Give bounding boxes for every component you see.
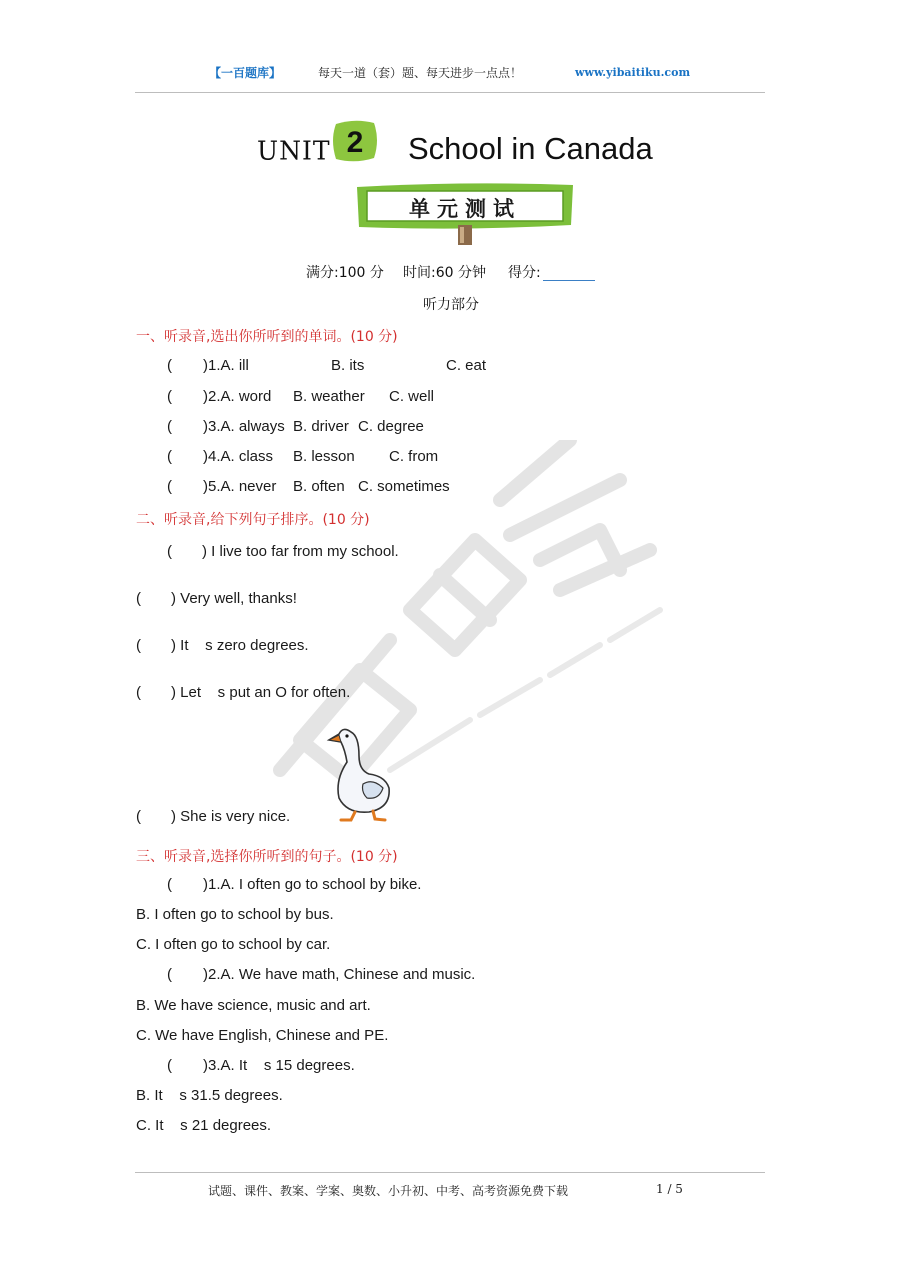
s3-q2-option-c: C. We have English, Chinese and PE.	[136, 1027, 389, 1044]
s1-q2-option-b: B. weather	[293, 388, 365, 405]
s1-q3-option-b: B. driver	[293, 418, 349, 435]
s1-q1-paren[interactable]: (	[167, 357, 172, 374]
s1-q1-option-c: C. eat	[446, 357, 487, 374]
score-blank[interactable]	[543, 280, 595, 281]
s1-q4-option-b: B. lesson	[293, 448, 355, 465]
s1-q2-option-c: C. well	[389, 388, 435, 405]
section2-title: 二、听录音,给下列句子排序。(10 分)	[136, 512, 370, 528]
s1-q2-option-a: )2.A. word	[203, 388, 272, 405]
s1-q5-paren[interactable]: (	[167, 478, 172, 495]
s2-item1-paren[interactable]: (	[167, 543, 172, 560]
s3-q2-option-a: )2.A. We have math, Chinese and music.	[203, 966, 476, 983]
s1-q3-option-c: C. degree	[358, 418, 424, 435]
header-divider	[135, 92, 765, 93]
unit-number: 2	[346, 126, 364, 159]
s1-q3-paren[interactable]: (	[167, 418, 172, 435]
s1-q4-paren[interactable]: (	[167, 448, 172, 465]
s3-q2-option-b: B. We have science, music and art.	[136, 997, 371, 1014]
s1-q1-option-b: B. its	[331, 357, 365, 374]
s1-q5-option-c: C. sometimes	[358, 478, 450, 495]
s2-item1-text: ) I live too far from my school.	[202, 543, 399, 560]
s2-item4-text: ) Let s put an O for often.	[171, 684, 351, 701]
s3-q3-option-b: B. It s 31.5 degrees.	[136, 1087, 283, 1104]
header-url-link[interactable]: www.yibaitiku.com	[575, 66, 691, 79]
s1-q2-paren[interactable]: (	[167, 388, 172, 405]
s3-q3-option-a: )3.A. It s 15 degrees.	[203, 1057, 355, 1074]
unit-number-badge	[330, 118, 380, 164]
header-brand: 【一百题库】	[209, 66, 282, 80]
full-marks: 满分:100 分	[306, 265, 384, 281]
s3-q1-option-b: B. I often go to school by bus.	[136, 906, 334, 923]
footer-divider	[135, 1172, 765, 1173]
s3-q2-paren[interactable]: (	[167, 966, 172, 983]
s1-q3-option-a: )3.A. always	[203, 418, 285, 435]
listening-heading: 听力部分	[423, 297, 479, 313]
s2-item5-text: ) She is very nice.	[171, 808, 291, 825]
s1-q5-option-b: B. often	[293, 478, 345, 495]
s3-q3-paren[interactable]: (	[167, 1057, 172, 1074]
s2-item2-text: ) Very well, thanks!	[171, 590, 297, 607]
unit-title: School in Canada	[408, 131, 653, 166]
s1-q1-option-a: )1.A. ill	[203, 357, 249, 374]
section3-title: 三、听录音,选择你所听到的句子。(10 分)	[136, 849, 398, 865]
s3-q1-paren[interactable]: (	[167, 876, 172, 893]
s2-item3-paren[interactable]: (	[136, 637, 141, 654]
banner-title: 单元测试	[409, 197, 521, 221]
s1-q5-option-a: )5.A. never	[203, 478, 277, 495]
s2-item5-paren[interactable]: (	[136, 808, 141, 825]
s1-q4-option-a: )4.A. class	[203, 448, 274, 465]
section1-title: 一、听录音,选出你所听到的单词。(10 分)	[136, 329, 398, 345]
goose-illustration	[325, 722, 403, 822]
time-limit: 时间:60 分钟	[403, 265, 486, 281]
s3-q3-option-c: C. It s 21 degrees.	[136, 1117, 272, 1134]
s2-item4-paren[interactable]: (	[136, 684, 141, 701]
footer-text: 试题、课件、教案、学案、奥数、小升初、中考、高考资源免费下载	[208, 1184, 569, 1198]
s1-q4-option-c: C. from	[389, 448, 439, 465]
s3-q1-option-a: )1.A. I often go to school by bike.	[203, 876, 422, 893]
s2-item3-text: ) It s zero degrees.	[171, 637, 309, 654]
score-label: 得分:	[508, 265, 541, 281]
s2-item2-paren[interactable]: (	[136, 590, 141, 607]
header-slogan: 每天一道（套）题、每天进步一点点！	[318, 66, 523, 80]
s3-q1-option-c: C. I often go to school by car.	[136, 936, 331, 953]
unit-label: UNIT	[257, 135, 331, 166]
page-number: 1 / 5	[656, 1182, 683, 1196]
